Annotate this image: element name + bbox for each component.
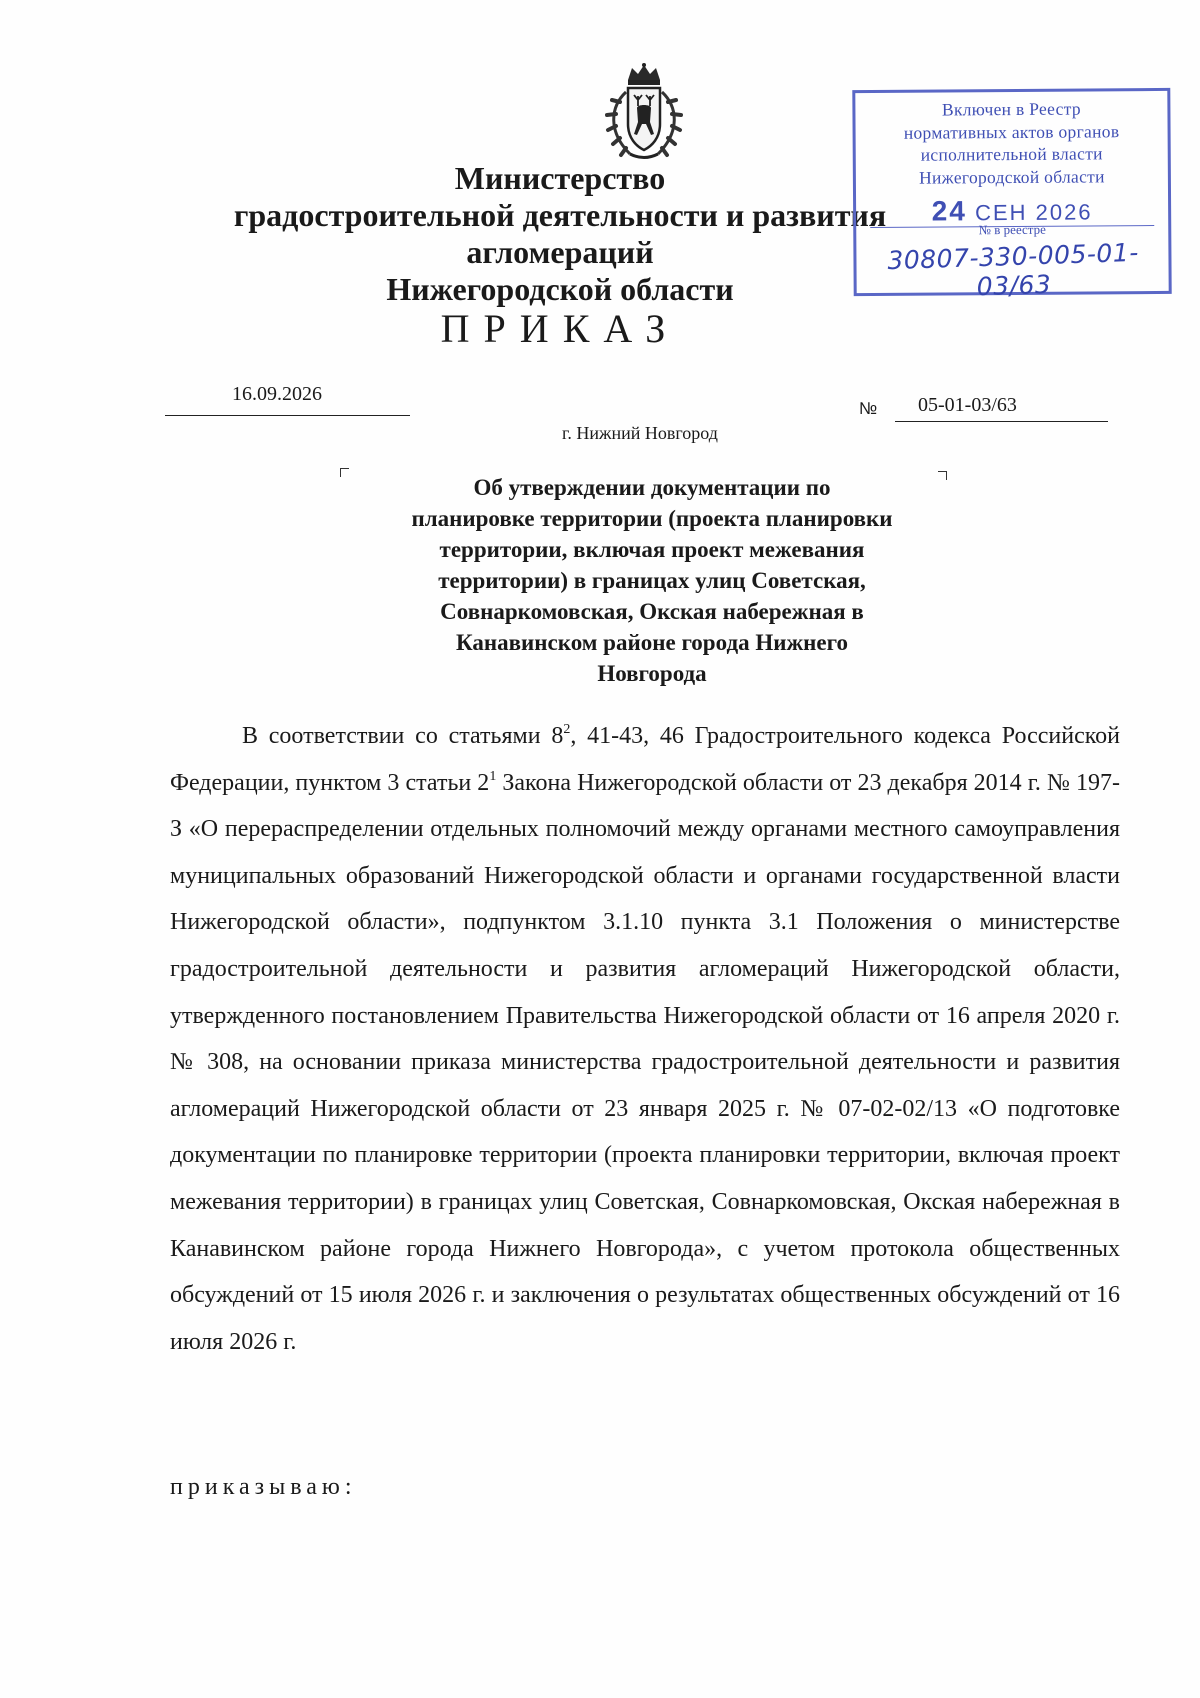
- document-title: [352, 472, 952, 689]
- stamp-registry-label: № в реестре: [978, 221, 1046, 238]
- body-text-part-1: В соответствии со статьями 8: [242, 723, 564, 749]
- superscript-1: 2: [563, 722, 571, 737]
- stamp-date-month-year: СЕН 2026: [974, 199, 1093, 226]
- coat-of-arms-icon: [598, 62, 690, 162]
- stamp-line: Нижегородской области: [918, 165, 1105, 188]
- stamp-text: [855, 97, 1168, 189]
- title-line: территории, включая проект межевания: [439, 537, 865, 562]
- title-line: территории) в границах улиц Советская,: [438, 568, 866, 593]
- number-sign: №: [859, 399, 878, 418]
- ministry-line-3: Нижегородской области: [386, 271, 734, 307]
- body-text-part-2: , 41-43, 46 Градостроительного кодекса Российской Федерации, пунктом 3 статьи 2: [170, 723, 1121, 796]
- ministry-line-1: Министерство: [454, 160, 666, 196]
- title-line: Об утверждении документации по: [473, 475, 831, 500]
- document-type: ПРИКАЗ: [440, 306, 680, 351]
- registry-stamp: [852, 88, 1171, 302]
- date-underline: [165, 415, 410, 416]
- title-line: Новгорода: [597, 661, 707, 686]
- stamp-line: Включен в Реестр: [941, 98, 1081, 120]
- stamp-date-day: 24: [931, 195, 967, 227]
- ministry-name: [150, 160, 970, 308]
- order-word: приказываю:: [170, 1474, 357, 1500]
- document-date: 16.09.2026: [232, 383, 322, 405]
- title-corner-left: [340, 468, 349, 477]
- ministry-line-2: градостроительной деятельности и развития агломераций: [233, 197, 887, 270]
- stamp-registry-number: 30807-330-005-01-03/63: [886, 237, 1140, 302]
- title-line: Канавинском районе города Нижнего: [456, 630, 848, 655]
- stamp-line: исполнительной власти: [920, 143, 1103, 165]
- stamp-line: нормативных актов органов: [903, 120, 1120, 143]
- body-paragraph: [170, 713, 1120, 1365]
- number-underline: [895, 421, 1108, 422]
- superscript-2: 1: [489, 768, 497, 784]
- body-text-part-3: Закона Нижегородской области от 23 декабря 2014 г. № 197-З «О перераспределении отдельных полномочий между органами местного самоуправления муниципальных образований Нижегородской области и органами государственной власти Нижегородской области», подпунктом 3.1.10 пункта 3.1 Положения о министерстве градостроительной деятельности и развития агломераций Нижегородской области, утвержденного постановлением Правительства Нижегородской области от 16 апреля 2020 г. № 308, на основании приказа министерства градостроительной деятельности и развития агломераций Нижегородской области от 23 января 2025 г. № 07-02-02/13 «О подготовке документации по планировке территории (проекта планировки территории, включая проект межевания территории) в границах улиц Советская, Совнаркомовская, Окская набережная в Канавинском районе города Нижнего Новгорода», с учетом протокола общественных обсуждений от 15 июля 2026 г. и заключения о результатах общественных обсуждений от 16 июля 2026 г.: [170, 769, 1120, 1355]
- title-line: планировке территории (проекта планировки: [411, 506, 893, 531]
- title-line: Совнаркомовская, Окская набережная в: [440, 599, 864, 624]
- document-number: 05-01-03/63: [918, 394, 1017, 416]
- document-city: г. Нижний Новгород: [562, 423, 718, 443]
